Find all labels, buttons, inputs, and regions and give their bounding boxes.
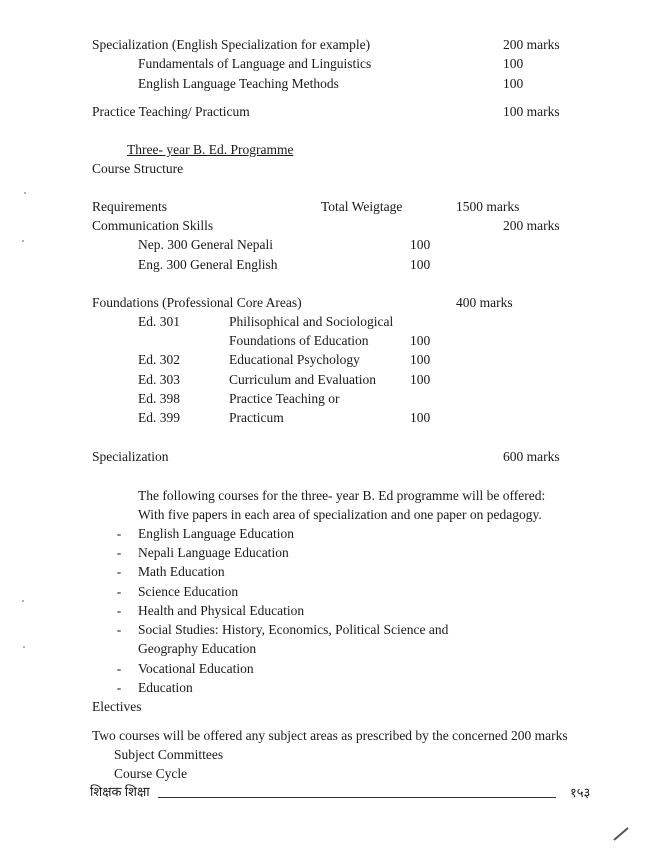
list-item: Health and Physical Education <box>138 603 305 618</box>
specialization-intro-2: With five papers in each area of specialization and one paper on pedagogy. <box>138 507 542 522</box>
list-item: Vocational Education <box>138 661 254 676</box>
course-structure: Course Structure <box>92 161 184 176</box>
course-marks: 100 <box>410 352 431 367</box>
comm-item-english-marks: 100 <box>410 257 431 272</box>
scan-speck <box>22 240 24 242</box>
spec-top-item-1: Fundamentals of Language and Linguistics <box>138 56 372 71</box>
scan-speck <box>23 646 25 648</box>
bullet-dash: - <box>116 564 122 579</box>
spec-top-title: Specialization (English Specialization for example) <box>92 37 371 52</box>
communication-label: Communication Skills <box>92 218 214 233</box>
footer-journal-title: शिक्षक शिक्षा <box>90 784 150 799</box>
foundations-marks: 400 marks <box>456 295 513 310</box>
comm-item-nepali: Nep. 300 General Nepali <box>138 237 273 252</box>
course-title: Philisophical and Sociological <box>229 314 394 329</box>
requirements-label: Requirements <box>92 199 167 214</box>
spec-top-item-1-marks: 100 <box>503 56 524 71</box>
pen-mark-icon <box>612 826 632 842</box>
spec-top-item-2-marks: 100 <box>503 76 524 91</box>
list-item-continuation: Geography Education <box>138 641 257 656</box>
course-title: Curriculum and Evaluation <box>229 372 376 387</box>
electives-line-1: Two courses will be offered any subject areas as prescribed by the concerned 200 marks <box>92 728 568 743</box>
bullet-dash: - <box>116 603 122 618</box>
programme-heading: Three- year B. Ed. Programme <box>127 142 294 157</box>
course-marks: 100 <box>410 372 431 387</box>
list-item: Science Education <box>138 584 239 599</box>
bullet-dash: - <box>116 526 122 541</box>
list-item: Math Education <box>138 564 225 579</box>
footer-rule <box>158 797 556 798</box>
course-marks: 100 <box>410 333 431 348</box>
spec-top-marks: 200 marks <box>503 37 560 52</box>
practice-label: Practice Teaching/ Practicum <box>92 104 250 119</box>
electives-line-2: Subject Committees <box>114 747 224 762</box>
communication-marks: 200 marks <box>503 218 560 233</box>
course-code: Ed. 303 <box>138 372 180 387</box>
course-title: Practice Teaching or <box>229 391 340 406</box>
bullet-dash: - <box>116 584 122 599</box>
bullet-dash: - <box>116 622 122 637</box>
list-item: Nepali Language Education <box>138 545 289 560</box>
bullet-dash: - <box>116 680 122 695</box>
list-item: Social Studies: History, Economics, Political Science and <box>138 622 449 637</box>
footer-page-number: १५३ <box>570 785 591 800</box>
electives-label: Electives <box>92 699 142 714</box>
course-code: Ed. 301 <box>138 314 180 329</box>
course-marks: 100 <box>410 410 431 425</box>
course-code: Ed. 399 <box>138 410 180 425</box>
specialization-intro-1: The following courses for the three- year B. Ed programme will be offered: <box>138 488 546 503</box>
specialization-marks: 600 marks <box>503 449 560 464</box>
specialization-label: Specialization <box>92 449 169 464</box>
list-item: English Language Education <box>138 526 294 541</box>
spec-top-item-2: English Language Teaching Methods <box>138 76 339 91</box>
comm-item-nepali-marks: 100 <box>410 237 431 252</box>
total-marks: 1500 marks <box>456 199 520 214</box>
total-weightage-label: Total Weigtage <box>321 199 403 214</box>
comm-item-english: Eng. 300 General English <box>138 257 278 272</box>
course-title: Practicum <box>229 410 284 425</box>
course-title: Educational Psychology <box>229 352 360 367</box>
electives-line-3: Course Cycle <box>114 766 188 781</box>
practice-marks: 100 marks <box>503 104 560 119</box>
course-code: Ed. 398 <box>138 391 180 406</box>
scan-speck <box>22 600 24 602</box>
foundations-label: Foundations (Professional Core Areas) <box>92 295 302 310</box>
scan-speck <box>24 192 26 194</box>
bullet-dash: - <box>116 661 122 676</box>
bullet-dash: - <box>116 545 122 560</box>
course-code: Ed. 302 <box>138 352 180 367</box>
list-item: Education <box>138 680 193 695</box>
course-title: Foundations of Education <box>229 333 369 348</box>
